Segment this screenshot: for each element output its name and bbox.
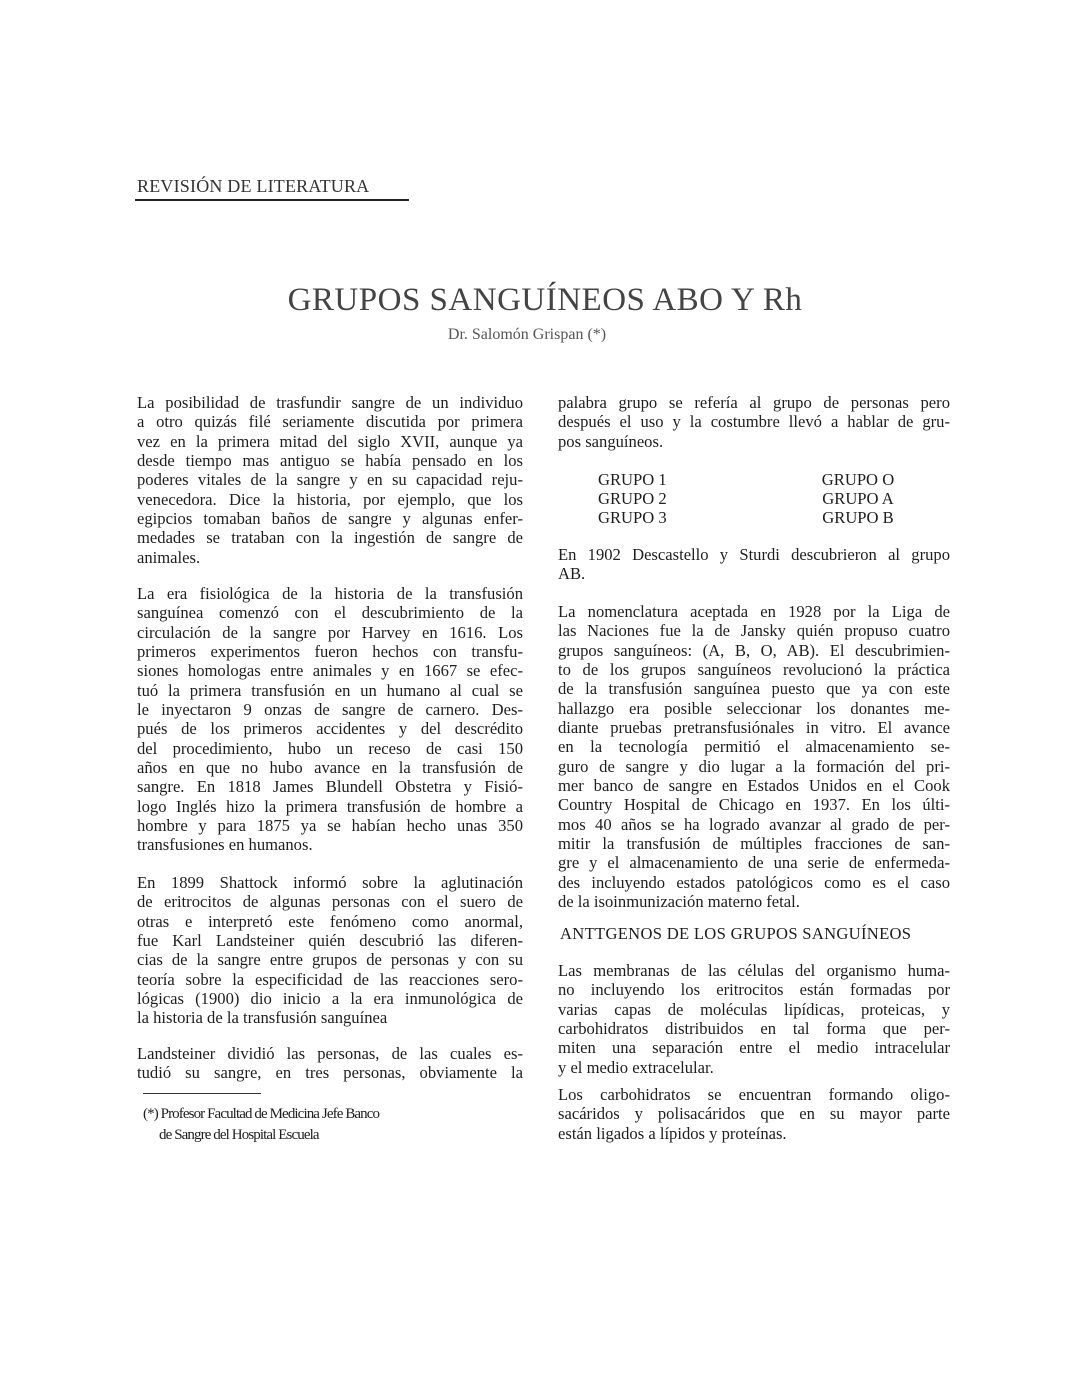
paragraph [137, 1044, 523, 1083]
grupos-row [598, 470, 898, 489]
text-line: de la transfusión sanguínea puesto que ya con este [558, 679, 950, 699]
text-line: medades se trataban con la ingestión de sangre de [137, 528, 523, 548]
grupos-row [598, 508, 898, 527]
text-line: no incluyendo los eritrocitos están formadas por [558, 980, 950, 1000]
text-line: poderes vitales de la sangre y en su capacidad reju- [137, 470, 523, 490]
text-line: guro de sangre y dio lugar a la formación del pri- [558, 756, 950, 776]
text-line: Landsteiner dividió las personas, de las cuales es- [137, 1044, 523, 1063]
section-underline [135, 199, 409, 201]
grupo-numero: GRUPO 2 [598, 489, 667, 508]
paragraph [558, 602, 950, 912]
text-line: egipcios tomaban baños de sangre y algunas enfer- [137, 509, 523, 529]
footnote-rule [143, 1093, 261, 1094]
paragraph [137, 393, 523, 567]
text-line: diante pruebas pretransfusiónales in vitro. El avance [558, 718, 950, 738]
grupos-table [598, 470, 898, 527]
paragraph [137, 873, 523, 1028]
text-line: sacáridos y polisacáridos que en su mayor parte [558, 1104, 950, 1124]
text-line: mitir la transfusión de múltiples fracciones de san- [558, 834, 950, 854]
text-line: palabra grupo se refería al grupo de personas pero [558, 393, 950, 412]
grupo-numero: GRUPO 3 [598, 508, 667, 527]
text-line: pos sanguíneos. [558, 431, 664, 451]
article-author: Dr. Salomón Grispan (*) [447, 326, 607, 343]
text-line: las Naciones fue la de Jansky quién propuso cuatro [558, 621, 950, 641]
text-line: otras e interpretó este fenómeno como anormal, [137, 911, 523, 931]
text-line: des incluyendo estados patológicos como es el caso [558, 872, 950, 892]
text-line: transfusiones en humanos. [137, 835, 313, 855]
text-line: hombre y para 1875 ya se habían hecho unas 350 [137, 816, 523, 836]
text-line: varias capas de moléculas lipídicas, proteicas, y [558, 999, 950, 1019]
text-line: cias de la sangre entre grupos de personas y con su [137, 950, 523, 970]
text-line: carbohidratos distribuidos en tal forma que per- [558, 1019, 950, 1039]
grupo-letra: GRUPO A [822, 489, 894, 508]
section-heading-antigenos: ANTTGENOS DE LOS GRUPOS SANGUÍNEOS [560, 924, 912, 943]
text-line: gre y el almacenamiento de una serie de enfermeda- [558, 853, 950, 873]
grupo-letra: GRUPO O [821, 470, 895, 489]
text-line: animales. [137, 547, 201, 567]
footnote-line: de Sangre del Hospital Escuela [159, 1127, 319, 1143]
text-line: a otro quizás filé seriamente discutida por primera [137, 412, 523, 432]
text-line: vez en la primera mitad del siglo XVII, aunque ya [137, 431, 523, 451]
text-line: AB. [558, 564, 586, 584]
text-line: tudió su sangre, en tres personas, obviamente la [137, 1063, 523, 1083]
grupo-letra: GRUPO B [822, 508, 894, 527]
text-line: la historia de la transfusión sanguínea [137, 1008, 388, 1028]
text-line: circulación de la sangre por Harvey en 1616. Los [137, 622, 523, 642]
text-line: en la tecnología permitió el almacenamiento se- [558, 737, 950, 757]
paragraph [558, 961, 950, 1077]
text-line: mos 40 años se ha logrado avanzar al grado de per- [558, 814, 950, 834]
text-line: Country Hospital de Chicago en 1937. En los últi- [558, 795, 950, 815]
text-line: siones homologas entre animales y en 1667 se efec- [137, 661, 523, 681]
footnote-line: (*) Profesor Facultad de Medicina Jefe Banco [143, 1106, 380, 1122]
footnote [143, 1104, 379, 1146]
text-line: miten una separación entre el medio intracelular [558, 1038, 950, 1058]
text-line: La nomenclatura aceptada en 1928 por la Liga de [558, 602, 950, 621]
text-line: pués de los primeros accidentes y del descrédito [137, 719, 523, 739]
text-line: La era fisiológica de la historia de la transfusión [137, 584, 523, 603]
text-line: En 1902 Descastello y Sturdi descubrieron al grupo [558, 545, 950, 564]
text-line: están ligados a lípidos y proteínas. [558, 1123, 787, 1143]
section-label: REVISIÓN DE LITERATURA [137, 176, 370, 196]
text-line: desde tiempo mas antiguo se había pensado en los [137, 451, 523, 471]
grupo-numero: GRUPO 1 [598, 470, 667, 489]
text-line: sanguínea comenzó con el descubrimiento de la [137, 603, 523, 623]
text-line: teoría sobre la especificidad de las reacciones sero- [137, 969, 523, 989]
text-line: mer banco de sangre en Estados Unidos en el Cook [558, 776, 950, 796]
text-line: hallazgo era posible seleccionar los donantes me- [558, 698, 950, 718]
paragraph [558, 1085, 950, 1143]
text-line: de la isoinmunización materno fetal. [558, 892, 800, 912]
article-title: GRUPOS SANGUÍNEOS ABO Y Rh [287, 282, 803, 318]
text-line: primeros experimentos fueron hechos con transfu- [137, 642, 523, 662]
paragraph [137, 584, 523, 855]
text-line: to de los grupos sanguíneos revolucionó la práctica [558, 660, 950, 680]
text-line: En 1899 Shattock informó sobre la aglutinación [137, 873, 523, 892]
text-line: y el medio extracelular. [558, 1057, 714, 1077]
text-line: le inyectaron 9 onzas de sangre de carnero. Des- [137, 700, 523, 720]
text-line: años en que no hubo avance en la transfusión de [137, 758, 523, 778]
text-line: Los carbohidratos se encuentran formando oligo- [558, 1085, 950, 1104]
text-line: fue Karl Landsteiner quién descubrió las diferen- [137, 931, 523, 951]
text-line: lógicas (1900) dio inicio a la era inmunológica de [137, 989, 523, 1009]
text-line: La posibilidad de trasfundir sangre de un individuo [137, 393, 523, 412]
text-line: de eritrocitos de algunas personas con el suero de [137, 892, 523, 912]
text-line: sangre. En 1818 James Blundell Obstetra y Fisió- [137, 777, 523, 797]
paragraph [558, 393, 950, 451]
text-line: logo Inglés hizo la primera transfusión de hombre a [137, 796, 523, 816]
paragraph [558, 545, 950, 584]
grupos-row [598, 489, 898, 508]
text-line: tuó la primera transfusión en un humano al cual se [137, 680, 523, 700]
text-line: del procedimiento, hubo un receso de casi 150 [137, 738, 523, 758]
text-line: venecedora. Dice la historia, por ejemplo, que los [137, 489, 523, 509]
text-line: grupos sanguíneos: (A, B, O, AB). El descubrimien- [558, 640, 950, 660]
text-line: Las membranas de las células del organismo huma- [558, 961, 950, 980]
text-line: después el uso y la costumbre llevó a hablar de gru- [558, 412, 950, 432]
